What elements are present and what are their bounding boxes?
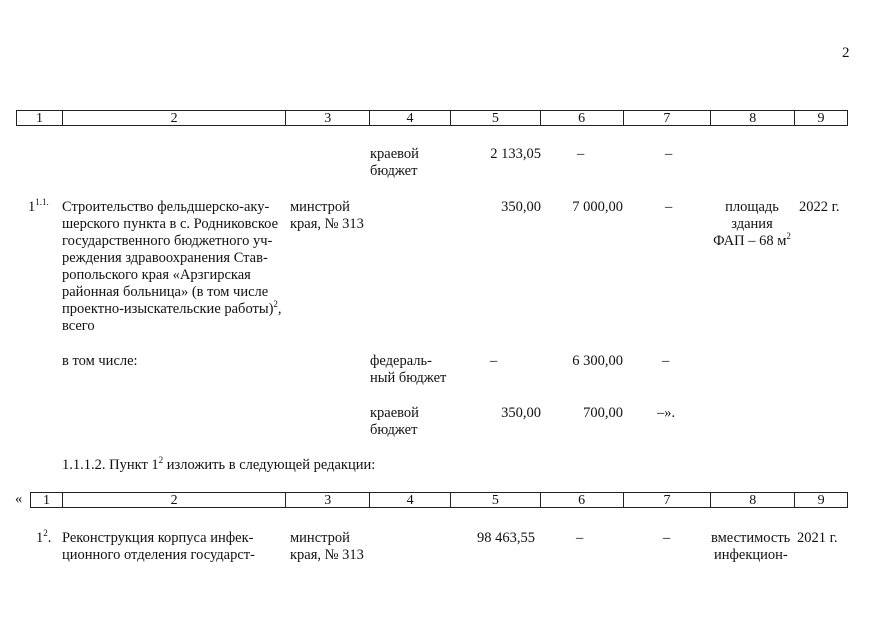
budget-source-regional: краевой бюджет: [370, 146, 419, 179]
header-cell-4: 4: [370, 493, 451, 507]
amount-col7: –: [663, 530, 671, 546]
quote-open: «: [15, 491, 23, 507]
item-number: $1^2$.: [36, 528, 52, 546]
amount-col6: –: [576, 530, 584, 546]
header-cell-2: 2: [63, 493, 286, 507]
header-cell-6: 6: [541, 493, 624, 507]
header-cell-4: 4: [370, 111, 451, 125]
amount-col6: 700,00: [583, 405, 623, 421]
amount-col5: 2 133,05: [490, 146, 541, 162]
result-indicator: вместимость инфекцион-: [711, 530, 791, 563]
header-cell-6: 6: [541, 111, 624, 125]
amount-col5: 98 463,55: [477, 530, 535, 546]
item-name: Строительство фельдшерско-аку- шерского пункта в с. Родниковское государственного бюджетного уч- реждения здравоохранения Став- ропольского края «Арзгирская районная больница» (в том числе проектно-изыскательские работы)$^2$, всего: [62, 199, 282, 334]
amount-col7: –: [665, 146, 673, 162]
header-cell-9: 9: [817, 493, 825, 508]
page-number: 2: [842, 45, 850, 61]
result-indicator: площадь здания ФАП – 68 $м^2$: [713, 199, 791, 249]
amount-col6: –: [577, 146, 585, 162]
item-number: $1^{1.1.}$: [28, 197, 49, 215]
amount-col5: 350,00: [501, 199, 541, 215]
budget-source-regional: краевой бюджет: [370, 405, 419, 438]
table-header-row: [16, 110, 848, 126]
header-cell-7: 7: [624, 493, 712, 507]
header-cell-1: 1: [17, 111, 63, 125]
instruction-text: 1.1.1.2. Пункт $1^2$ изложить в следующей редакции:: [62, 455, 376, 473]
header-cell-3: 3: [286, 493, 370, 507]
amount-col7: –: [665, 199, 673, 215]
header-cell-8: 8: [711, 493, 795, 507]
table-header-row: [30, 492, 848, 508]
completion-year: 2021 г.: [797, 530, 838, 546]
header-cell-9: 9: [817, 111, 825, 126]
item-name: Реконструкция корпуса инфек- ционного отделения государст-: [62, 530, 255, 563]
amount-col6: 7 000,00: [572, 199, 623, 215]
header-cell-2: 2: [63, 111, 286, 125]
header-cell-5: 5: [451, 493, 541, 507]
header-cell-8: 8: [711, 111, 795, 125]
including-label: в том числе:: [62, 353, 138, 369]
amount-col5: 350,00: [501, 405, 541, 421]
amount-col5: –: [490, 353, 498, 369]
budget-source-federal: федераль- ный бюджет: [370, 353, 447, 386]
header-cell-7: 7: [624, 111, 712, 125]
amount-col7: –».: [657, 405, 676, 421]
header-cell-1: 1: [31, 493, 63, 507]
executor: минстрой края, № 313: [290, 199, 364, 232]
executor: минстрой края, № 313: [290, 530, 364, 563]
completion-year: 2022 г.: [799, 199, 840, 215]
amount-col7: –: [662, 353, 670, 369]
header-cell-3: 3: [286, 111, 370, 125]
header-cell-5: 5: [451, 111, 541, 125]
amount-col6: 6 300,00: [572, 353, 623, 369]
